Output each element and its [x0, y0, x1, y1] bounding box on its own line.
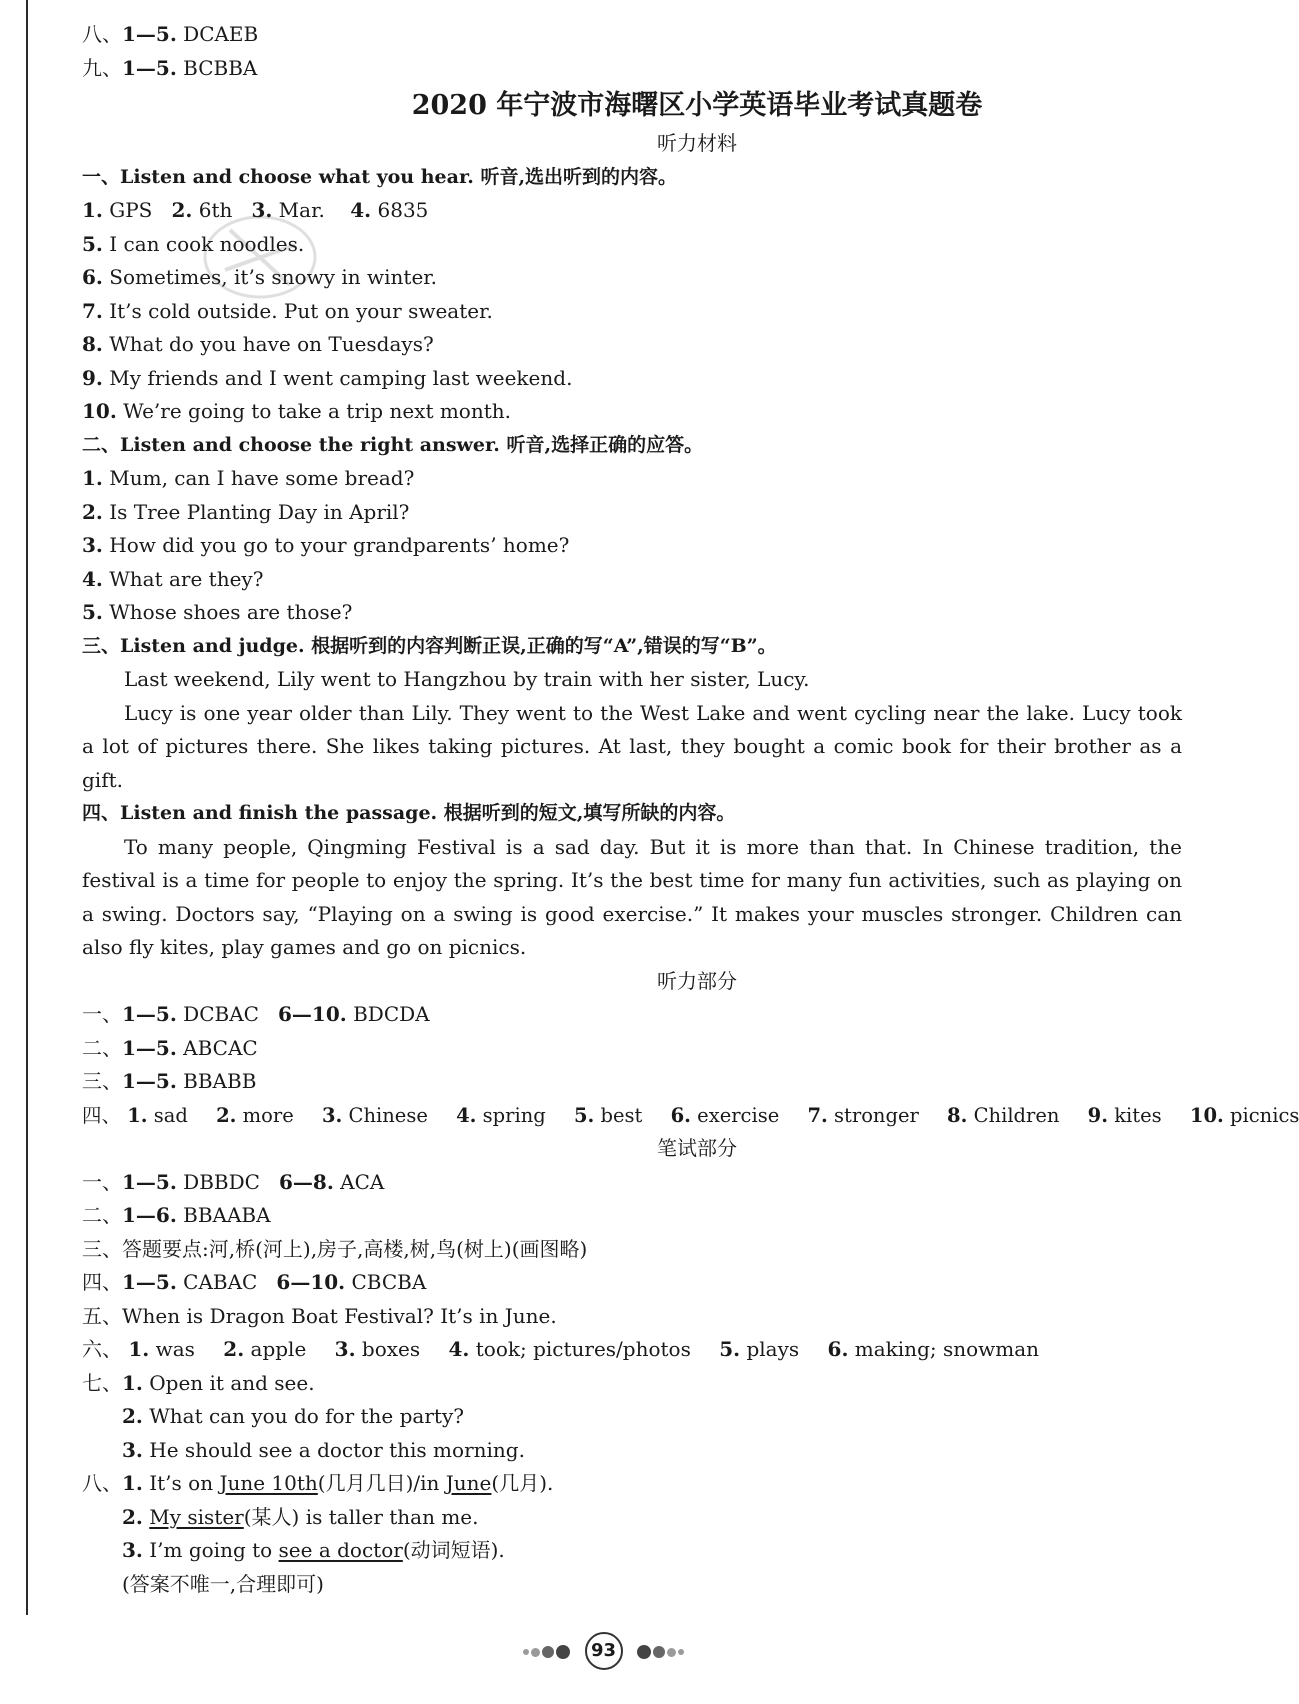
list-item: 2. Is Tree Planting Day in April? — [82, 499, 410, 524]
listening-answer-1: 一、1—5. DCBAC 6—10. BDCDA — [82, 1002, 430, 1026]
section3-paragraph1: Last weekend, Lily went to Hangzhou by train with her sister, Lucy. — [124, 667, 810, 691]
written-answer-8-item3: 3. I’m going to see a doctor(动词短语). — [122, 1538, 505, 1562]
section4-paragraph: To many people, Qingming Festival is a sad day. But it is more than that. In Chinese tradition, the festival is a time for people to enjoy the spring. It’s the best time for many fun activities, such as playing on a swing. Doctors say, “Playing on a swing is good exercise.” It makes your muscles stronger. Children can also fly kites, play games and go on picnics. — [82, 834, 1182, 959]
listening-answer-4: 四、 1. sad 2. more 3. Chinese 4. spring 5. best 6. exercise 7. stronger 8. Children 9. kites 10. picnics — [82, 1103, 1299, 1127]
written-answer-6: 六、 1. was 2. apple 3. boxes 4. took; pictures/photos 5. plays 6. making; snowman — [82, 1337, 1040, 1361]
written-answer-3: 三、答题要点:河,桥(河上),房子,高楼,树,鸟(树上)(画图略) — [82, 1236, 588, 1261]
page-number: 93 — [585, 1632, 623, 1670]
list-item: 7. It’s cold outside. Put on your sweater. — [82, 298, 493, 323]
written-answer-8-item2: 2. My sister(某人) is taller than me. — [122, 1504, 479, 1529]
list-item: 3. How did you go to your grandparents’ home? — [82, 533, 570, 557]
section3-paragraph2: Lucy is one year older than Lily. They went to the West Lake and went cycling near the lake. Lucy took a lot of pictures there. She likes taking pictures. At last, they bought a comic book for their brother as a gift. — [82, 700, 1182, 792]
footer-dots-right — [636, 1642, 685, 1661]
section1-heading: 一、Listen and choose what you hear. 听音,选出听到的内容。 — [82, 165, 678, 188]
prev-answer-9: 九、1—5. BCBBA — [82, 55, 258, 80]
section3-heading: 三、Listen and judge. 根据听到的内容判断正误,正确的写“A”,错误的写“B”。 — [82, 634, 777, 657]
written-answer-5: 五、When is Dragon Boat Festival? It’s in June. — [82, 1303, 557, 1328]
written-answer-7-item1: 七、1. Open it and see. — [82, 1370, 315, 1395]
section1-line1: 1. GPS 2. 6th 3. Mar. 4. 6835 — [82, 198, 429, 222]
list-item: 5. I can cook noodles. — [82, 231, 305, 256]
written-answer-7-item3: 3. He should see a doctor this morning. — [122, 1437, 525, 1462]
list-item: 8. What do you have on Tuesdays? — [82, 332, 434, 356]
section4-heading: 四、Listen and finish the passage. 根据听到的短文,填写所缺的内容。 — [82, 802, 736, 824]
margin-rule — [26, 0, 28, 1615]
list-item: 9. My friends and I went camping last weekend. — [82, 365, 573, 390]
prev-answer-8: 八、1—5. DCAEB — [82, 22, 259, 46]
section2-heading: 二、Listen and choose the right answer. 听音,选择正确的应答。 — [82, 433, 704, 456]
written-answer-8-item1: 八、1. It’s on June 10th(几月几日)/in June(几月). — [82, 1471, 554, 1495]
materials-heading: 听力材料 — [657, 131, 737, 155]
written-answer-4: 四、1—5. CABAC 6—10. CBCBA — [82, 1270, 427, 1294]
written-answer-2: 二、1—6. BBAABA — [82, 1203, 271, 1227]
answer-page — [82, 18, 1299, 1601]
footer-dots-left — [522, 1642, 571, 1661]
listening-answer-3: 三、1—5. BBABB — [82, 1069, 257, 1093]
written-heading: 笔试部分 — [657, 1136, 737, 1160]
list-item: 1. Mum, can I have some bread? — [82, 466, 415, 490]
listening-heading: 听力部分 — [657, 968, 737, 993]
list-item: 10. We’re going to take a trip next month. — [82, 399, 512, 423]
list-item: 4. What are they? — [82, 566, 264, 591]
written-answer-7-item2: 2. What can you do for the party? — [122, 1404, 464, 1428]
written-answer-1: 一、1—5. DBBDC 6—8. ACA — [82, 1169, 385, 1194]
answer-note: (答案不唯一,合理即可) — [122, 1571, 324, 1596]
list-item: 5. Whose shoes are those? — [82, 600, 353, 624]
page-title: 2020 年宁波市海曙区小学英语毕业考试真题卷 — [411, 90, 983, 121]
page-footer — [0, 1632, 1207, 1670]
list-item: 6. Sometimes, it’s snowy in winter. — [82, 265, 438, 289]
listening-answer-2: 二、1—5. ABCAC — [82, 1035, 258, 1060]
